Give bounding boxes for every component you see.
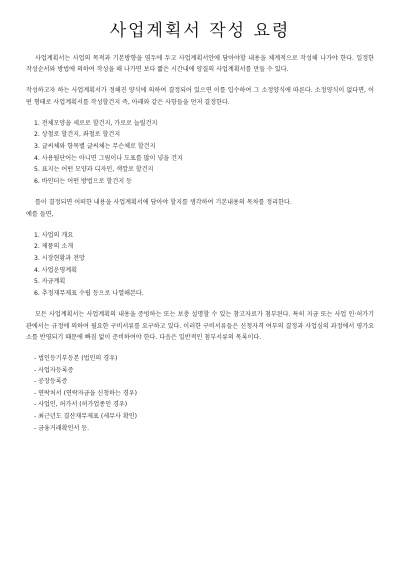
list-item: - 공장등록증 [34,378,68,386]
content-paragraph: 틀이 결정되면 어떠한 내용을 사업계획서에 담아야 할지를 생각하여 기본내용의 목차를 정리한다. [35,199,292,207]
list-item: 4. 사업운영계획 [34,266,78,274]
list-item: 2. 상철로 할건지, 좌철로 할건지 [34,131,121,139]
intro-paragraph: 사업계획서는 사업의 목적과 기본방향을 염두에 두고 사업계획서안에 담아야할 내용을 체계적으로 작성해 나가야 한다. 일정한 작성순서와 방법에 의하여 작성을 해 나가면 보다 짧은 시간내에 양질의 사업계획서를 만들 수 있다. [26,55,374,74]
format-list [26,118,374,188]
content-list [26,230,374,300]
list-item: 6. 추정재무제표 수립 등으로 나열해본다. [34,289,144,297]
list-item: - 법인등기부등본 (법인의 경우) [34,354,118,362]
list-item: 5. 자금계획 [34,278,66,286]
format-paragraph: 작성하고자 하는 사업계획서가 정해진 양식에 의하여 결정되어 있으면 이를 입수하여 그 소정양식에 따른다. 소정양식이 없다면, 어떤 형태로 사업계획서를 작성할건지 즉, 아래와 같은 사항들을 먼저 결정한다. [26,87,374,106]
list-item: 1. 전체모양을 세로로 할건지, 가로로 늘릴건지 [34,119,158,127]
list-item: - 최근년도 결산재무제표 (세무사 확인) [34,412,138,420]
list-item: 2. 제품의 소개 [34,243,74,251]
list-item: 3. 글씨체와 항목별 글씨체는 무슨체로 할건지 [34,143,156,150]
attachment-list [26,353,374,434]
list-item: 6. 바인더는 어떤 방법으로 할건지 등 [34,177,132,185]
list-item: 1. 사업의 개요 [34,231,74,239]
list-item: - 사업인, 허가서 (허가업종인 경우) [34,401,128,409]
list-item: - 연락처서 (연락자금을 신청하는 경우) [34,389,138,397]
attachment-paragraph: 모든 사업계획서는 사업계획의 내용을 증빙하는 또는 보충 설명할 수 있는 참고자료가 첨부된다. 특히 지금 또는 사업 인·허가기관에서는 규정에 의하여 필요한 구비서류를 요구하고 있다. 이러한 구비서류들은 신청자격 여부의 결정과 사업심의 과정에서 평가요소를 반영되기 때문에 빠짐 없이 준비하여야 한다. 다음은 일반적인 첨부서류의 목록이다. [26,311,374,341]
document-title: 사업계획서 작성 요령 [109,21,291,41]
list-item: 3. 시장현황과 전망 [34,254,85,262]
list-item: - 사업자등록증 [34,366,74,374]
list-item: 4. 사용될단어는 아니면 그림이나 도표를 많이 넣을 건지 [34,154,183,162]
list-item: 5. 표지는 어떤 모양과 디자인, 색깔로 할건지 [34,166,154,174]
example-label: 예를 들면, [26,210,54,218]
list-item: - 금융거래확인서 등. [34,424,90,432]
